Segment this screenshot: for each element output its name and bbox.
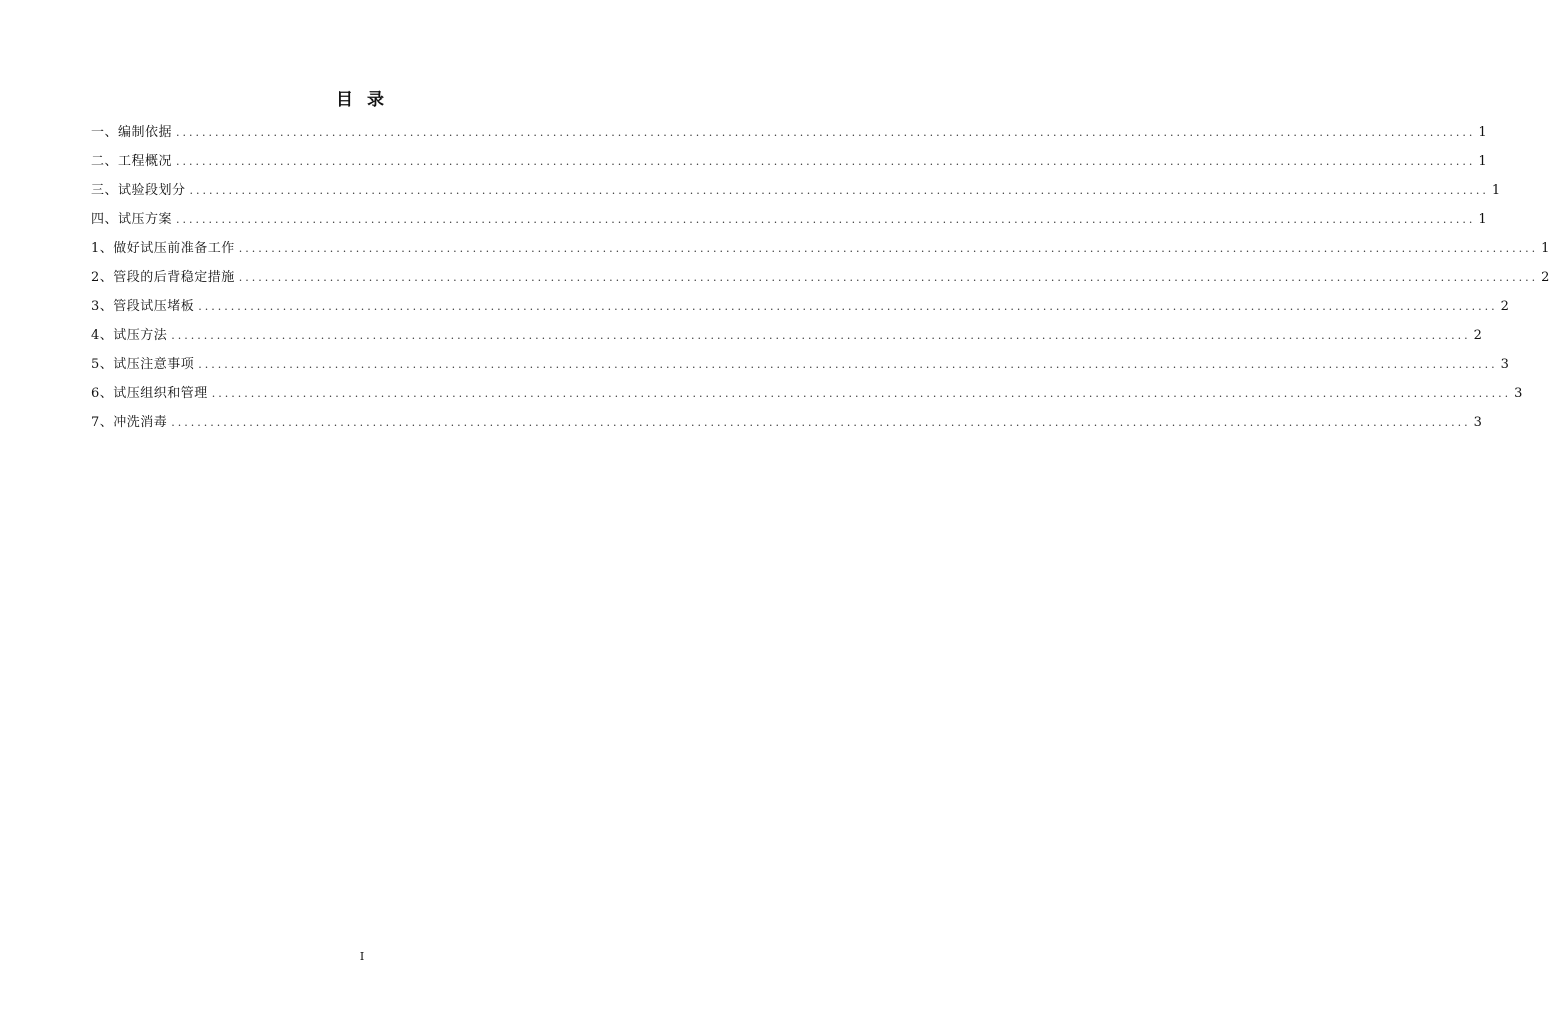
toc-entry-page: 3 (1500, 357, 1509, 372)
toc-entry-page: 1 (1541, 241, 1549, 256)
toc-entry-label: 1、做好试压前准备工作 (91, 241, 235, 256)
toc-dot-leader: ........................................................................................................................................................................................................ (189, 184, 1489, 197)
toc-entry[interactable] (91, 118, 1487, 147)
toc-entry[interactable] (91, 321, 1482, 350)
toc-dot-leader: ........................................................................................................................................................................................................ (198, 300, 1498, 313)
toc-entry[interactable] (91, 350, 1509, 379)
toc-entry-page: 3 (1514, 386, 1523, 401)
toc-entry-page: 3 (1473, 415, 1482, 430)
toc-dot-leader: ........................................................................................................................................................................................................ (198, 358, 1498, 371)
toc-dot-leader: ........................................................................................................................................................................................................ (176, 155, 1476, 168)
page-title: 目 录 (336, 90, 388, 110)
toc-entry-page: 1 (1478, 154, 1487, 169)
toc-dot-leader: ........................................................................................................................................................................................................ (238, 242, 1539, 255)
toc-entry-label: 四、试压方案 (91, 212, 173, 227)
toc-entry-label: 3、管段试压堵板 (91, 299, 195, 314)
toc-entry-page: 2 (1541, 270, 1549, 285)
toc-entry-label: 7、冲洗消毒 (91, 415, 168, 430)
toc-entry-page: 2 (1473, 328, 1482, 343)
toc-entry[interactable] (91, 379, 1523, 408)
toc-entry[interactable] (91, 292, 1509, 321)
table-of-contents (91, 118, 1549, 437)
toc-entry-label: 4、试压方法 (91, 328, 168, 343)
toc-entry-label: 6、试压组织和管理 (91, 386, 208, 401)
toc-dot-leader: ........................................................................................................................................................................................................ (171, 416, 1471, 429)
toc-entry-page: 1 (1478, 125, 1487, 140)
toc-dot-leader: ........................................................................................................................................................................................................ (176, 126, 1476, 139)
toc-entry-label: 5、试压注意事项 (91, 357, 195, 372)
toc-entry-label: 三、试验段划分 (91, 183, 186, 198)
toc-entry-page: 1 (1491, 183, 1501, 198)
toc-dot-leader: ........................................................................................................................................................................................................ (211, 387, 1512, 400)
toc-entry-page: 2 (1500, 299, 1509, 314)
toc-entry[interactable] (91, 263, 1549, 292)
toc-entry[interactable] (91, 147, 1487, 176)
toc-dot-leader: ........................................................................................................................................................................................................ (171, 329, 1471, 342)
toc-entry[interactable] (91, 408, 1482, 437)
page-number: I (359, 950, 365, 963)
toc-entry[interactable] (91, 176, 1501, 205)
toc-entry-page: 1 (1478, 212, 1487, 227)
toc-dot-leader: ........................................................................................................................................................................................................ (176, 213, 1476, 226)
toc-dot-leader: ........................................................................................................................................................................................................ (238, 271, 1539, 284)
toc-entry[interactable] (91, 205, 1487, 234)
toc-entry-label: 二、工程概况 (91, 154, 173, 169)
toc-entry[interactable] (91, 234, 1549, 263)
toc-entry-label: 一、编制依据 (91, 125, 173, 140)
toc-entry-label: 2、管段的后背稳定措施 (91, 270, 235, 285)
